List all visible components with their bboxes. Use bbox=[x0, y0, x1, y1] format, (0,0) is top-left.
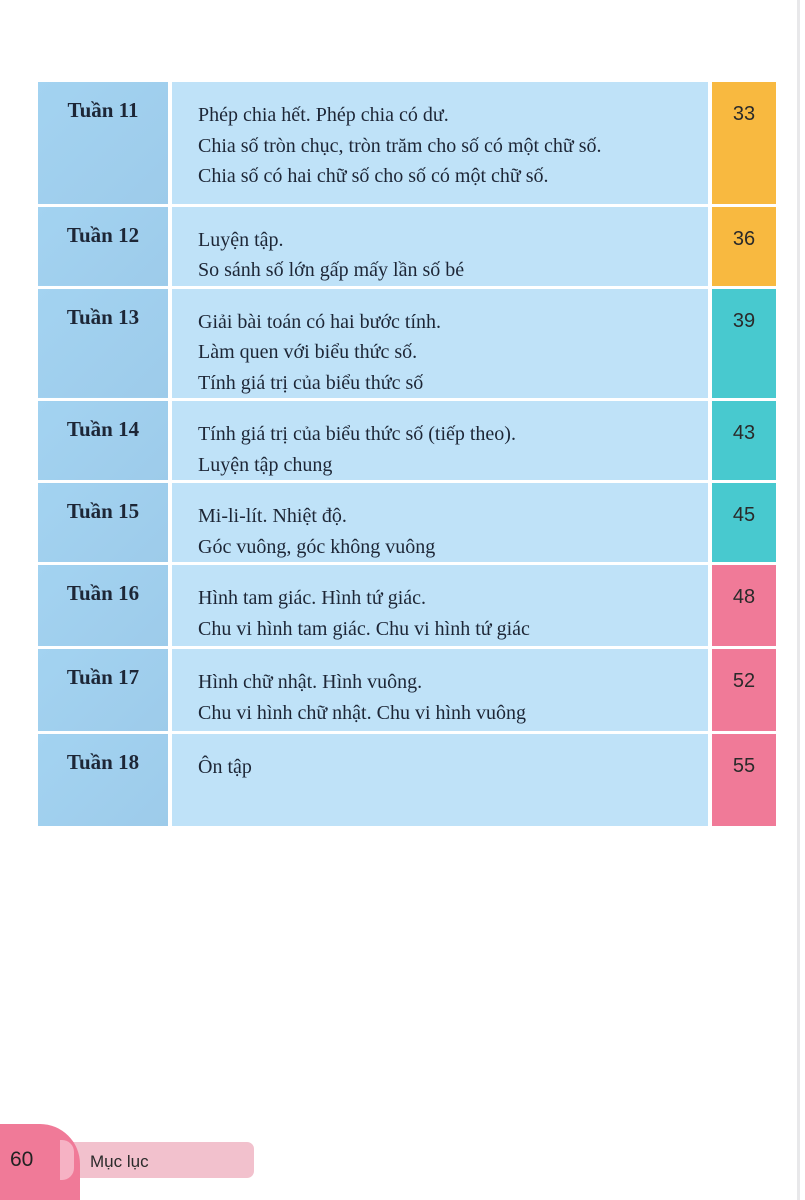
week-cell bbox=[38, 400, 170, 482]
page-number: 43 bbox=[732, 422, 756, 444]
topic-line: Mi-li-lít. Nhiệt độ. bbox=[198, 505, 347, 527]
topic-line: So sánh số lớn gấp mấy lần số bé bbox=[198, 259, 465, 281]
topic-line: Hình tam giác. Hình tứ giác. bbox=[198, 587, 427, 609]
page-cell bbox=[710, 648, 776, 733]
topic-line: Giải bài toán có hai bước tính. bbox=[198, 310, 442, 333]
topic-cell bbox=[170, 733, 710, 826]
page-number: 48 bbox=[732, 586, 756, 608]
page-number: 52 bbox=[732, 670, 756, 692]
toc-row-week-18[interactable] bbox=[38, 733, 776, 826]
topic-cell bbox=[170, 82, 710, 205]
topic-cell bbox=[170, 564, 710, 648]
page-number: 33 bbox=[732, 103, 756, 125]
page-cell bbox=[710, 82, 776, 205]
week-cell bbox=[38, 287, 170, 400]
topic-cell bbox=[170, 482, 710, 564]
week-cell bbox=[38, 648, 170, 733]
toc-row-week-15[interactable] bbox=[38, 482, 776, 564]
page-number: 36 bbox=[732, 227, 756, 250]
topic-line: Tính giá trị của biểu thức số bbox=[198, 371, 424, 394]
table-of-contents bbox=[38, 82, 776, 826]
week-label: Tuần 13 bbox=[66, 304, 140, 329]
week-cell bbox=[38, 733, 170, 826]
week-cell bbox=[38, 564, 170, 648]
week-cell bbox=[38, 205, 170, 287]
topic-cell bbox=[170, 287, 710, 400]
page-number: 39 bbox=[732, 309, 756, 332]
toc-row-week-14[interactable] bbox=[38, 400, 776, 482]
week-label: Tuần 15 bbox=[66, 499, 140, 523]
topic-line: Góc vuông, góc không vuông bbox=[198, 535, 436, 558]
page-cell bbox=[710, 400, 776, 482]
page-cell bbox=[710, 205, 776, 287]
topic-line: Hình chữ nhật. Hình vuông. bbox=[198, 671, 423, 693]
topic-line: Phép chia hết. Phép chia có dư. bbox=[198, 104, 449, 126]
topic-line: Ôn tập bbox=[198, 756, 252, 778]
topic-line: Làm quen với biểu thức số. bbox=[198, 341, 418, 363]
footer-title: Mục lục bbox=[90, 1152, 149, 1171]
week-label: Tuần 14 bbox=[66, 417, 140, 441]
topic-line: Chu vi hình tam giác. Chu vi hình tứ giác bbox=[198, 617, 530, 640]
topic-line: Tính giá trị của biểu thức số (tiếp theo). bbox=[198, 423, 516, 445]
toc-row-week-16[interactable] bbox=[38, 564, 776, 648]
footer-tab-highlight bbox=[60, 1140, 74, 1180]
week-label: Tuần 12 bbox=[66, 222, 140, 247]
page-number: 55 bbox=[732, 755, 756, 777]
toc-row-week-12[interactable] bbox=[38, 205, 776, 287]
topic-cell bbox=[170, 400, 710, 482]
week-label: Tuần 16 bbox=[66, 581, 140, 605]
footer-page-number: 60 bbox=[10, 1148, 34, 1171]
topic-cell bbox=[170, 205, 710, 287]
week-cell bbox=[38, 82, 170, 205]
week-label: Tuần 17 bbox=[66, 665, 140, 689]
toc-row-week-11[interactable] bbox=[38, 82, 776, 205]
week-label: Tuần 11 bbox=[67, 98, 139, 122]
topic-line: Chia số có hai chữ số cho số có một chữ số. bbox=[198, 165, 549, 187]
page-cell bbox=[710, 482, 776, 564]
topic-line: Luyện tập chung bbox=[198, 453, 333, 476]
week-label: Tuần 18 bbox=[66, 750, 140, 774]
page-cell bbox=[710, 564, 776, 648]
toc-row-week-17[interactable] bbox=[38, 648, 776, 733]
page-edge bbox=[797, 0, 800, 1200]
week-cell bbox=[38, 482, 170, 564]
toc-row-week-13[interactable] bbox=[38, 287, 776, 400]
page-number: 45 bbox=[732, 504, 756, 526]
topic-line: Chu vi hình chữ nhật. Chu vi hình vuông bbox=[198, 701, 527, 724]
topic-line: Chia số tròn chục, tròn trăm cho số có một chữ số. bbox=[198, 134, 602, 157]
topic-cell bbox=[170, 648, 710, 733]
page-cell bbox=[710, 287, 776, 400]
page-cell bbox=[710, 733, 776, 826]
topic-line: Luyện tập. bbox=[198, 228, 284, 251]
